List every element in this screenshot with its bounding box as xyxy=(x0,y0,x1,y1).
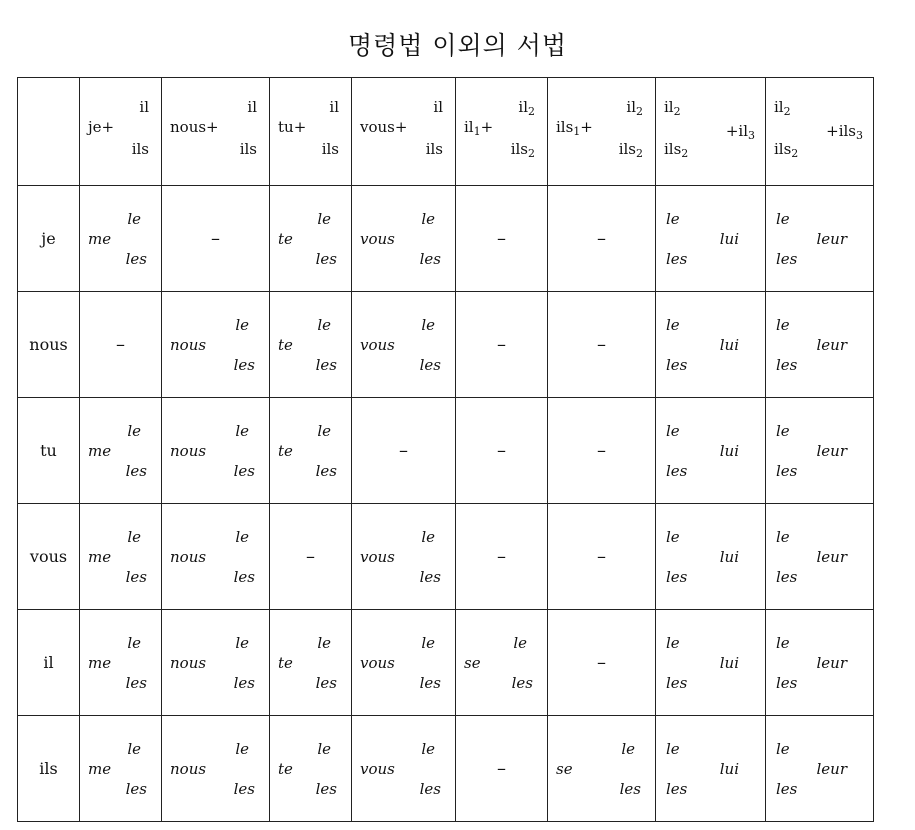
table-cell xyxy=(162,716,270,822)
cell-content xyxy=(270,186,351,291)
indirect-pronoun: leur xyxy=(816,760,847,778)
header-subject-sub: 1 xyxy=(573,125,581,138)
object-singular: le xyxy=(421,210,435,228)
header-object-singular xyxy=(774,98,791,118)
table-cell xyxy=(80,186,162,292)
indirect-pronoun: lui xyxy=(719,442,739,460)
object-singular: le xyxy=(776,740,790,758)
table-row xyxy=(18,610,874,716)
column-header-content xyxy=(656,78,765,185)
header-object-plural-sub: 2 xyxy=(791,147,799,160)
object-singular: le xyxy=(317,210,331,228)
table-row xyxy=(18,292,874,398)
table-cell xyxy=(162,610,270,716)
object-singular: le xyxy=(621,740,635,758)
reflexive-pronoun: te xyxy=(278,654,293,672)
table-cell xyxy=(162,398,270,504)
header-object-plural-sub: 2 xyxy=(636,147,643,160)
reflexive-pronoun: nous xyxy=(170,654,207,672)
table-row xyxy=(18,716,874,822)
cell-content xyxy=(162,398,269,503)
object-plural: les xyxy=(419,780,441,798)
object-singular: le xyxy=(776,634,790,652)
object-singular: le xyxy=(666,740,680,758)
cell-content xyxy=(656,186,765,291)
object-plural: les xyxy=(776,250,798,268)
object-singular: le xyxy=(776,528,790,546)
object-plural: les xyxy=(776,462,798,480)
header-indirect-text: +ils xyxy=(826,122,856,140)
reflexive-pronoun: vous xyxy=(360,654,395,672)
object-plural: les xyxy=(125,674,147,692)
cell-content xyxy=(270,716,351,821)
cell-content xyxy=(766,292,873,397)
object-plural: les xyxy=(666,250,688,268)
header-object-plural-text: ils xyxy=(664,140,682,158)
dash-mark: – xyxy=(597,334,606,355)
object-singular: le xyxy=(235,634,249,652)
header-object-singular: il xyxy=(433,98,443,116)
indirect-pronoun: lui xyxy=(719,760,739,778)
cell-content xyxy=(162,716,269,821)
header-plus: + xyxy=(480,118,494,136)
object-singular: le xyxy=(421,740,435,758)
object-plural: les xyxy=(315,356,337,374)
reflexive-pronoun: se xyxy=(556,760,573,778)
object-plural: les xyxy=(233,780,255,798)
header-object-plural xyxy=(664,140,688,160)
table-row xyxy=(18,504,874,610)
cell-content xyxy=(162,504,269,609)
table-cell xyxy=(548,504,656,610)
header-object-plural: ils xyxy=(321,140,339,158)
table-cell xyxy=(766,504,874,610)
cell-content xyxy=(162,292,269,397)
reflexive-pronoun: vous xyxy=(360,548,395,566)
reflexive-pronoun: me xyxy=(88,760,112,778)
cell-content xyxy=(766,716,873,821)
header-subject: vous+ xyxy=(360,118,408,136)
object-plural: les xyxy=(419,356,441,374)
header-object-singular-text: il xyxy=(774,98,784,116)
table-cell xyxy=(352,716,456,822)
dash-mark: – xyxy=(597,440,606,461)
dash-mark: – xyxy=(399,440,408,461)
header-object-singular-text: il xyxy=(626,98,636,116)
table-cell xyxy=(162,186,270,292)
table-cell xyxy=(656,186,766,292)
cell-content xyxy=(352,504,455,609)
header-object-plural: ils xyxy=(131,140,149,158)
table-cell xyxy=(456,716,548,822)
object-plural: les xyxy=(315,780,337,798)
indirect-pronoun: leur xyxy=(816,230,847,248)
object-plural: les xyxy=(315,674,337,692)
object-singular: le xyxy=(127,422,141,440)
header-subject-text: ils xyxy=(556,118,574,136)
header-indirect-sub: 3 xyxy=(856,129,863,142)
reflexive-pronoun: vous xyxy=(360,760,395,778)
indirect-pronoun: leur xyxy=(816,336,847,354)
header-object-plural: ils xyxy=(425,140,443,158)
cell-content xyxy=(352,716,455,821)
table-cell xyxy=(80,610,162,716)
object-plural: les xyxy=(666,568,688,586)
header-object-singular-sub: 2 xyxy=(673,105,681,118)
table-cell xyxy=(656,398,766,504)
object-plural: les xyxy=(776,568,798,586)
object-singular: le xyxy=(666,528,680,546)
table-cell xyxy=(352,398,456,504)
header-object-singular-sub: 2 xyxy=(783,105,791,118)
object-plural: les xyxy=(125,568,147,586)
header-object-plural-text: ils xyxy=(774,140,792,158)
cell-content xyxy=(766,504,873,609)
header-subject-sub: 1 xyxy=(473,125,481,138)
column-header xyxy=(766,78,874,186)
header-object-singular-text: il xyxy=(518,98,528,116)
table-cell xyxy=(352,292,456,398)
table-cell xyxy=(456,292,548,398)
header-object-plural xyxy=(511,140,535,160)
dash-mark: – xyxy=(211,228,220,249)
object-singular: le xyxy=(317,634,331,652)
object-plural: les xyxy=(419,250,441,268)
column-header xyxy=(80,78,162,186)
object-plural: les xyxy=(419,674,441,692)
dash-mark: – xyxy=(497,758,506,779)
table-cell xyxy=(548,610,656,716)
reflexive-pronoun: nous xyxy=(170,336,207,354)
header-subject: je+ xyxy=(88,118,115,136)
object-singular: le xyxy=(776,316,790,334)
object-singular: le xyxy=(317,422,331,440)
indirect-pronoun: leur xyxy=(816,548,847,566)
dash-mark: – xyxy=(497,546,506,567)
table-cell xyxy=(456,186,548,292)
header-indirect-sub: 3 xyxy=(748,129,755,142)
object-singular: le xyxy=(127,634,141,652)
object-plural: les xyxy=(125,780,147,798)
table-cell xyxy=(766,716,874,822)
object-singular: le xyxy=(421,316,435,334)
reflexive-pronoun: me xyxy=(88,442,112,460)
dash-mark: – xyxy=(497,440,506,461)
object-plural: les xyxy=(125,250,147,268)
row-label: ils xyxy=(18,716,80,822)
header-object-singular: il xyxy=(247,98,257,116)
table-cell xyxy=(548,292,656,398)
dash-mark: – xyxy=(597,652,606,673)
row-label: vous xyxy=(18,504,80,610)
cell-content xyxy=(456,610,547,715)
header-object-singular: il xyxy=(329,98,339,116)
dash-mark: – xyxy=(597,228,606,249)
table-cell xyxy=(548,716,656,822)
table-cell xyxy=(80,398,162,504)
object-singular: le xyxy=(421,634,435,652)
object-singular: le xyxy=(235,422,249,440)
reflexive-pronoun: se xyxy=(464,654,481,672)
header-object-singular: il xyxy=(139,98,149,116)
column-header xyxy=(270,78,352,186)
object-plural: les xyxy=(315,250,337,268)
table-cell xyxy=(456,610,548,716)
cell-content xyxy=(548,716,655,821)
cell-content xyxy=(80,398,161,503)
table-cell xyxy=(270,504,352,610)
object-singular: le xyxy=(127,210,141,228)
table-cell xyxy=(766,186,874,292)
object-plural: les xyxy=(666,780,688,798)
table-cell xyxy=(656,610,766,716)
cell-content xyxy=(656,292,765,397)
header-subject: tu+ xyxy=(278,118,307,136)
object-singular: le xyxy=(776,210,790,228)
header-subject xyxy=(464,118,493,138)
row-label: nous xyxy=(18,292,80,398)
object-plural: les xyxy=(125,462,147,480)
reflexive-pronoun: te xyxy=(278,336,293,354)
header-object-plural xyxy=(619,140,643,160)
table-cell xyxy=(656,504,766,610)
page-title: 명령법 이외의 서법 xyxy=(347,31,568,60)
pronoun-table xyxy=(17,77,874,822)
object-plural: les xyxy=(511,674,533,692)
corner-cell xyxy=(18,78,80,186)
dash-mark: – xyxy=(116,334,125,355)
object-singular: le xyxy=(317,740,331,758)
object-plural: les xyxy=(666,462,688,480)
cell-content xyxy=(80,186,161,291)
reflexive-pronoun: te xyxy=(278,760,293,778)
object-singular: le xyxy=(513,634,527,652)
header-object-plural-text: ils xyxy=(618,140,636,158)
table-cell xyxy=(352,504,456,610)
reflexive-pronoun: te xyxy=(278,442,293,460)
table-cell xyxy=(270,716,352,822)
header-object-singular-text: il xyxy=(664,98,674,116)
cell-content xyxy=(656,716,765,821)
table-cell xyxy=(456,398,548,504)
cell-content xyxy=(80,716,161,821)
reflexive-pronoun: nous xyxy=(170,442,207,460)
reflexive-pronoun: me xyxy=(88,230,112,248)
header-object-singular-sub: 2 xyxy=(528,105,535,118)
column-header xyxy=(352,78,456,186)
header-object-singular xyxy=(664,98,681,118)
cell-content xyxy=(162,610,269,715)
table-cell xyxy=(80,716,162,822)
dash-mark: – xyxy=(497,228,506,249)
row-label: je xyxy=(18,186,80,292)
table-cell xyxy=(766,292,874,398)
header-object-plural xyxy=(774,140,798,160)
header-plus: + xyxy=(580,118,593,136)
object-plural: les xyxy=(666,356,688,374)
table-cell xyxy=(162,292,270,398)
object-singular: le xyxy=(776,422,790,440)
object-plural: les xyxy=(776,674,798,692)
column-header-content xyxy=(80,78,161,185)
table-cell xyxy=(352,610,456,716)
header-object-plural-sub: 2 xyxy=(528,147,535,160)
indirect-pronoun: lui xyxy=(719,548,739,566)
indirect-pronoun: leur xyxy=(816,442,847,460)
table-cell xyxy=(80,292,162,398)
header-indirect xyxy=(726,122,755,142)
object-singular: le xyxy=(666,316,680,334)
table-cell xyxy=(548,186,656,292)
reflexive-pronoun: nous xyxy=(170,548,207,566)
dash-mark: – xyxy=(306,546,315,567)
header-object-plural-text: ils xyxy=(510,140,528,158)
table-cell xyxy=(352,186,456,292)
table-cell xyxy=(270,292,352,398)
object-plural: les xyxy=(776,780,798,798)
column-header-content xyxy=(766,78,873,185)
header-subject-text: il xyxy=(464,118,474,136)
object-plural: les xyxy=(619,780,641,798)
object-singular: le xyxy=(421,528,435,546)
column-header-content xyxy=(352,78,455,185)
column-header-content xyxy=(162,78,269,185)
table-cell xyxy=(766,610,874,716)
header-subject xyxy=(556,118,593,138)
object-singular: le xyxy=(666,634,680,652)
header-object-singular xyxy=(518,98,535,118)
header-object-singular xyxy=(626,98,643,118)
reflexive-pronoun: te xyxy=(278,230,293,248)
column-header xyxy=(162,78,270,186)
cell-content xyxy=(656,504,765,609)
object-plural: les xyxy=(233,356,255,374)
table-cell xyxy=(270,186,352,292)
column-header-content xyxy=(270,78,351,185)
row-label: tu xyxy=(18,398,80,504)
object-singular: le xyxy=(127,528,141,546)
header-indirect xyxy=(826,122,863,142)
table-cell xyxy=(766,398,874,504)
cell-content xyxy=(80,610,161,715)
cell-content xyxy=(270,398,351,503)
row-label: il xyxy=(18,610,80,716)
header-object-plural: ils xyxy=(239,140,257,158)
cell-content xyxy=(270,610,351,715)
reflexive-pronoun: vous xyxy=(360,336,395,354)
object-plural: les xyxy=(666,674,688,692)
cell-content xyxy=(352,610,455,715)
table-cell xyxy=(162,504,270,610)
object-singular: le xyxy=(235,528,249,546)
column-header xyxy=(456,78,548,186)
cell-content xyxy=(352,186,455,291)
object-singular: le xyxy=(235,740,249,758)
table-cell xyxy=(80,504,162,610)
table-row xyxy=(18,186,874,292)
header-indirect-text: +il xyxy=(725,122,748,140)
cell-content xyxy=(766,610,873,715)
object-plural: les xyxy=(233,462,255,480)
object-singular: le xyxy=(127,740,141,758)
header-object-plural-sub: 2 xyxy=(681,147,689,160)
object-plural: les xyxy=(419,568,441,586)
object-plural: les xyxy=(776,356,798,374)
reflexive-pronoun: vous xyxy=(360,230,395,248)
indirect-pronoun: leur xyxy=(816,654,847,672)
object-singular: le xyxy=(235,316,249,334)
header-subject: nous+ xyxy=(170,118,219,136)
column-header xyxy=(656,78,766,186)
object-singular: le xyxy=(317,316,331,334)
cell-content xyxy=(766,398,873,503)
header-object-singular-sub: 2 xyxy=(636,105,643,118)
object-singular: le xyxy=(666,422,680,440)
indirect-pronoun: lui xyxy=(719,654,739,672)
cell-content xyxy=(656,398,765,503)
table-cell xyxy=(456,504,548,610)
cell-content xyxy=(80,504,161,609)
header-row xyxy=(18,78,874,186)
object-plural: les xyxy=(233,568,255,586)
reflexive-pronoun: me xyxy=(88,548,112,566)
indirect-pronoun: lui xyxy=(719,336,739,354)
column-header-content xyxy=(456,78,547,185)
table-cell xyxy=(656,716,766,822)
cell-content xyxy=(656,610,765,715)
dash-mark: – xyxy=(497,334,506,355)
dash-mark: – xyxy=(597,546,606,567)
table-cell xyxy=(270,398,352,504)
cell-content xyxy=(270,292,351,397)
reflexive-pronoun: nous xyxy=(170,760,207,778)
cell-content xyxy=(766,186,873,291)
reflexive-pronoun: me xyxy=(88,654,112,672)
object-singular: le xyxy=(666,210,680,228)
object-plural: les xyxy=(233,674,255,692)
column-header-content xyxy=(548,78,655,185)
table-cell xyxy=(270,610,352,716)
object-plural: les xyxy=(315,462,337,480)
table-cell xyxy=(656,292,766,398)
cell-content xyxy=(352,292,455,397)
column-header xyxy=(548,78,656,186)
table-row xyxy=(18,398,874,504)
table-cell xyxy=(548,398,656,504)
indirect-pronoun: lui xyxy=(719,230,739,248)
